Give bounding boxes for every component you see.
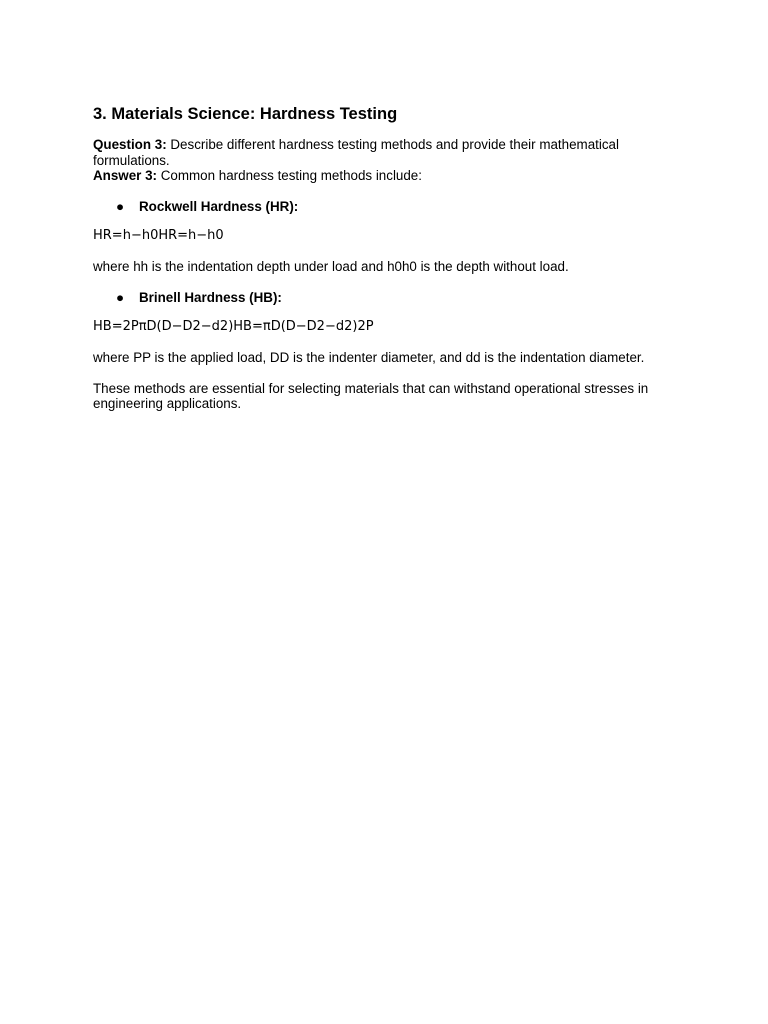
question-label: Question 3: bbox=[93, 137, 167, 152]
list-item-brinell bbox=[93, 290, 683, 306]
question-answer-block bbox=[93, 137, 683, 184]
question-line bbox=[93, 137, 683, 168]
bullet-icon: ● bbox=[116, 198, 125, 214]
answer-label: Answer 3: bbox=[93, 168, 157, 183]
conclusion-paragraph: These methods are essential for selecting materials that can withstand operational stresses in engineering applications. bbox=[93, 380, 649, 411]
brinell-formula: HB=2PπD(D−D2−d2)HB=πD(D−D2−d2)2P bbox=[93, 319, 374, 334]
question-text: Describe different hardness testing methods and provide their mathematical formulations. bbox=[93, 137, 619, 168]
answer-line bbox=[93, 168, 683, 184]
section-heading: 3. Materials Science: Hardness Testing bbox=[93, 105, 398, 123]
rockwell-formula: HR=h−h0HR=h−h0 bbox=[93, 228, 224, 243]
document-page bbox=[93, 103, 683, 412]
rockwell-title: Rockwell Hardness (HR): bbox=[139, 198, 299, 214]
rockwell-description: where hh is the indentation depth under load and h0h0 is the depth without load. bbox=[93, 259, 569, 274]
brinell-description: where PP is the applied load, DD is the indenter diameter, and dd is the indentation diameter. bbox=[93, 350, 645, 365]
answer-text: Common hardness testing methods include: bbox=[157, 168, 422, 183]
brinell-title: Brinell Hardness (HB): bbox=[139, 289, 282, 305]
list-item-rockwell bbox=[93, 199, 683, 215]
bullet-icon: ● bbox=[116, 289, 125, 305]
